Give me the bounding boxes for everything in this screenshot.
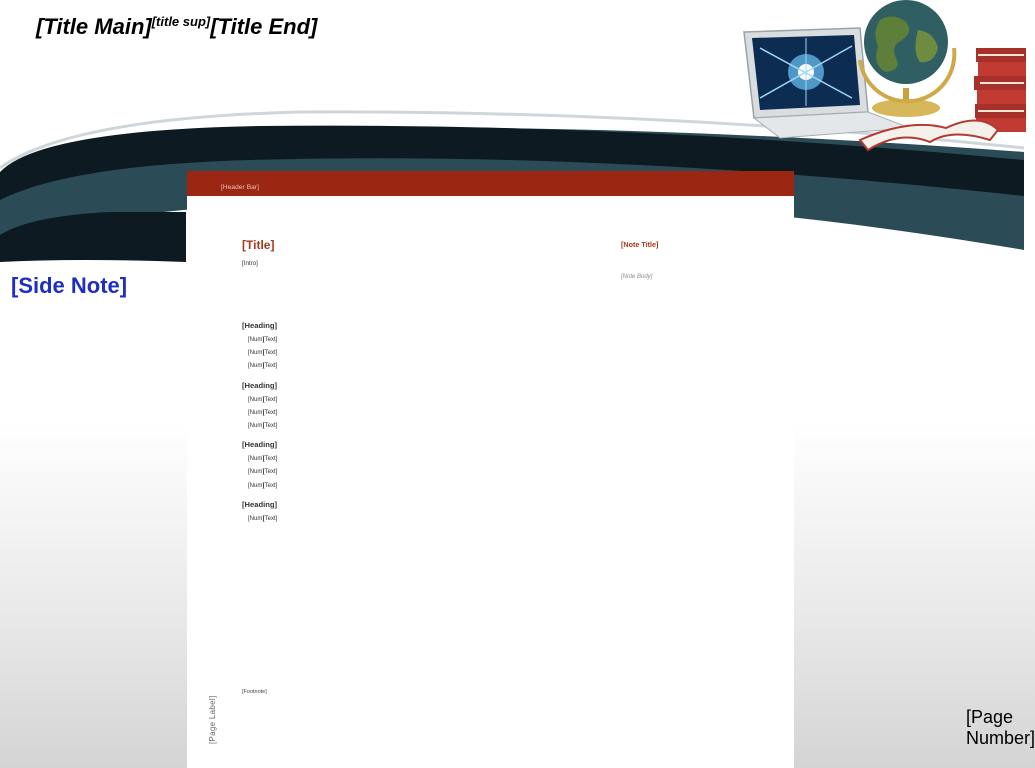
standard-text: [Text] (263, 423, 278, 430)
section-text-types (242, 321, 612, 372)
standard-item (242, 482, 612, 491)
standard-text: [Text] (263, 482, 278, 489)
document-footnote: [Footnote] (242, 689, 267, 695)
standard-item (242, 349, 612, 358)
standard-number: [Num] (248, 469, 265, 476)
standard-item (242, 422, 612, 431)
section-heading: [Heading] (242, 499, 278, 509)
standard-text: [Text] (263, 337, 278, 343)
education-clipart (740, 0, 1024, 155)
standard-number: [Num] (248, 456, 265, 463)
document-header-bar: [Header Bar] (187, 171, 794, 196)
section-heading: [Heading] (242, 380, 278, 390)
standard-number: [Num] (248, 350, 265, 357)
standard-item (242, 455, 612, 464)
standard-item (242, 362, 612, 371)
slide-title-end: [Title End] (210, 14, 318, 39)
standard-number: [Num] (248, 515, 265, 522)
standard-number: [Num] (248, 482, 265, 489)
standard-number: [Num] (248, 337, 265, 343)
section-research (242, 440, 612, 491)
globe-icon (860, 0, 954, 117)
standard-number: [Num] (248, 396, 265, 403)
standard-text: [Text] (263, 363, 278, 370)
section-heading: [Heading] (242, 321, 278, 330)
slide-number: [Page Number] (966, 707, 1035, 748)
section-production (242, 381, 612, 432)
standard-text: [Text] (263, 456, 278, 463)
standard-item (242, 515, 612, 524)
slide-title-main: [Title Main] (36, 14, 152, 39)
document-intro: [Intro] (242, 260, 258, 267)
standard-item (242, 336, 612, 345)
document-page-label: [Page Label] (208, 695, 217, 744)
standard-number: [Num] (248, 363, 265, 370)
document-sections (242, 321, 612, 533)
standard-text: [Text] (263, 515, 278, 522)
standard-number: [Num] (248, 423, 265, 430)
standard-text: [Text] (263, 409, 278, 416)
standard-text: [Text] (263, 469, 278, 476)
section-range (242, 500, 612, 524)
document-title: [Title] (242, 238, 275, 252)
note-body: [Note Body] (621, 274, 653, 280)
side-note: [Side Note] (11, 273, 128, 298)
standard-text: [Text] (263, 350, 278, 357)
standard-text: [Text] (263, 396, 278, 403)
section-heading: [Heading] (242, 440, 278, 450)
slide-title-superscript: [title sup] (151, 14, 211, 29)
standard-item (242, 396, 612, 405)
note-title: [Note Title] (621, 240, 659, 249)
standard-item (242, 468, 612, 477)
slide-title (36, 12, 756, 42)
standard-number: [Num] (248, 409, 265, 416)
standard-item (242, 409, 612, 418)
embedded-document-page (187, 171, 794, 768)
